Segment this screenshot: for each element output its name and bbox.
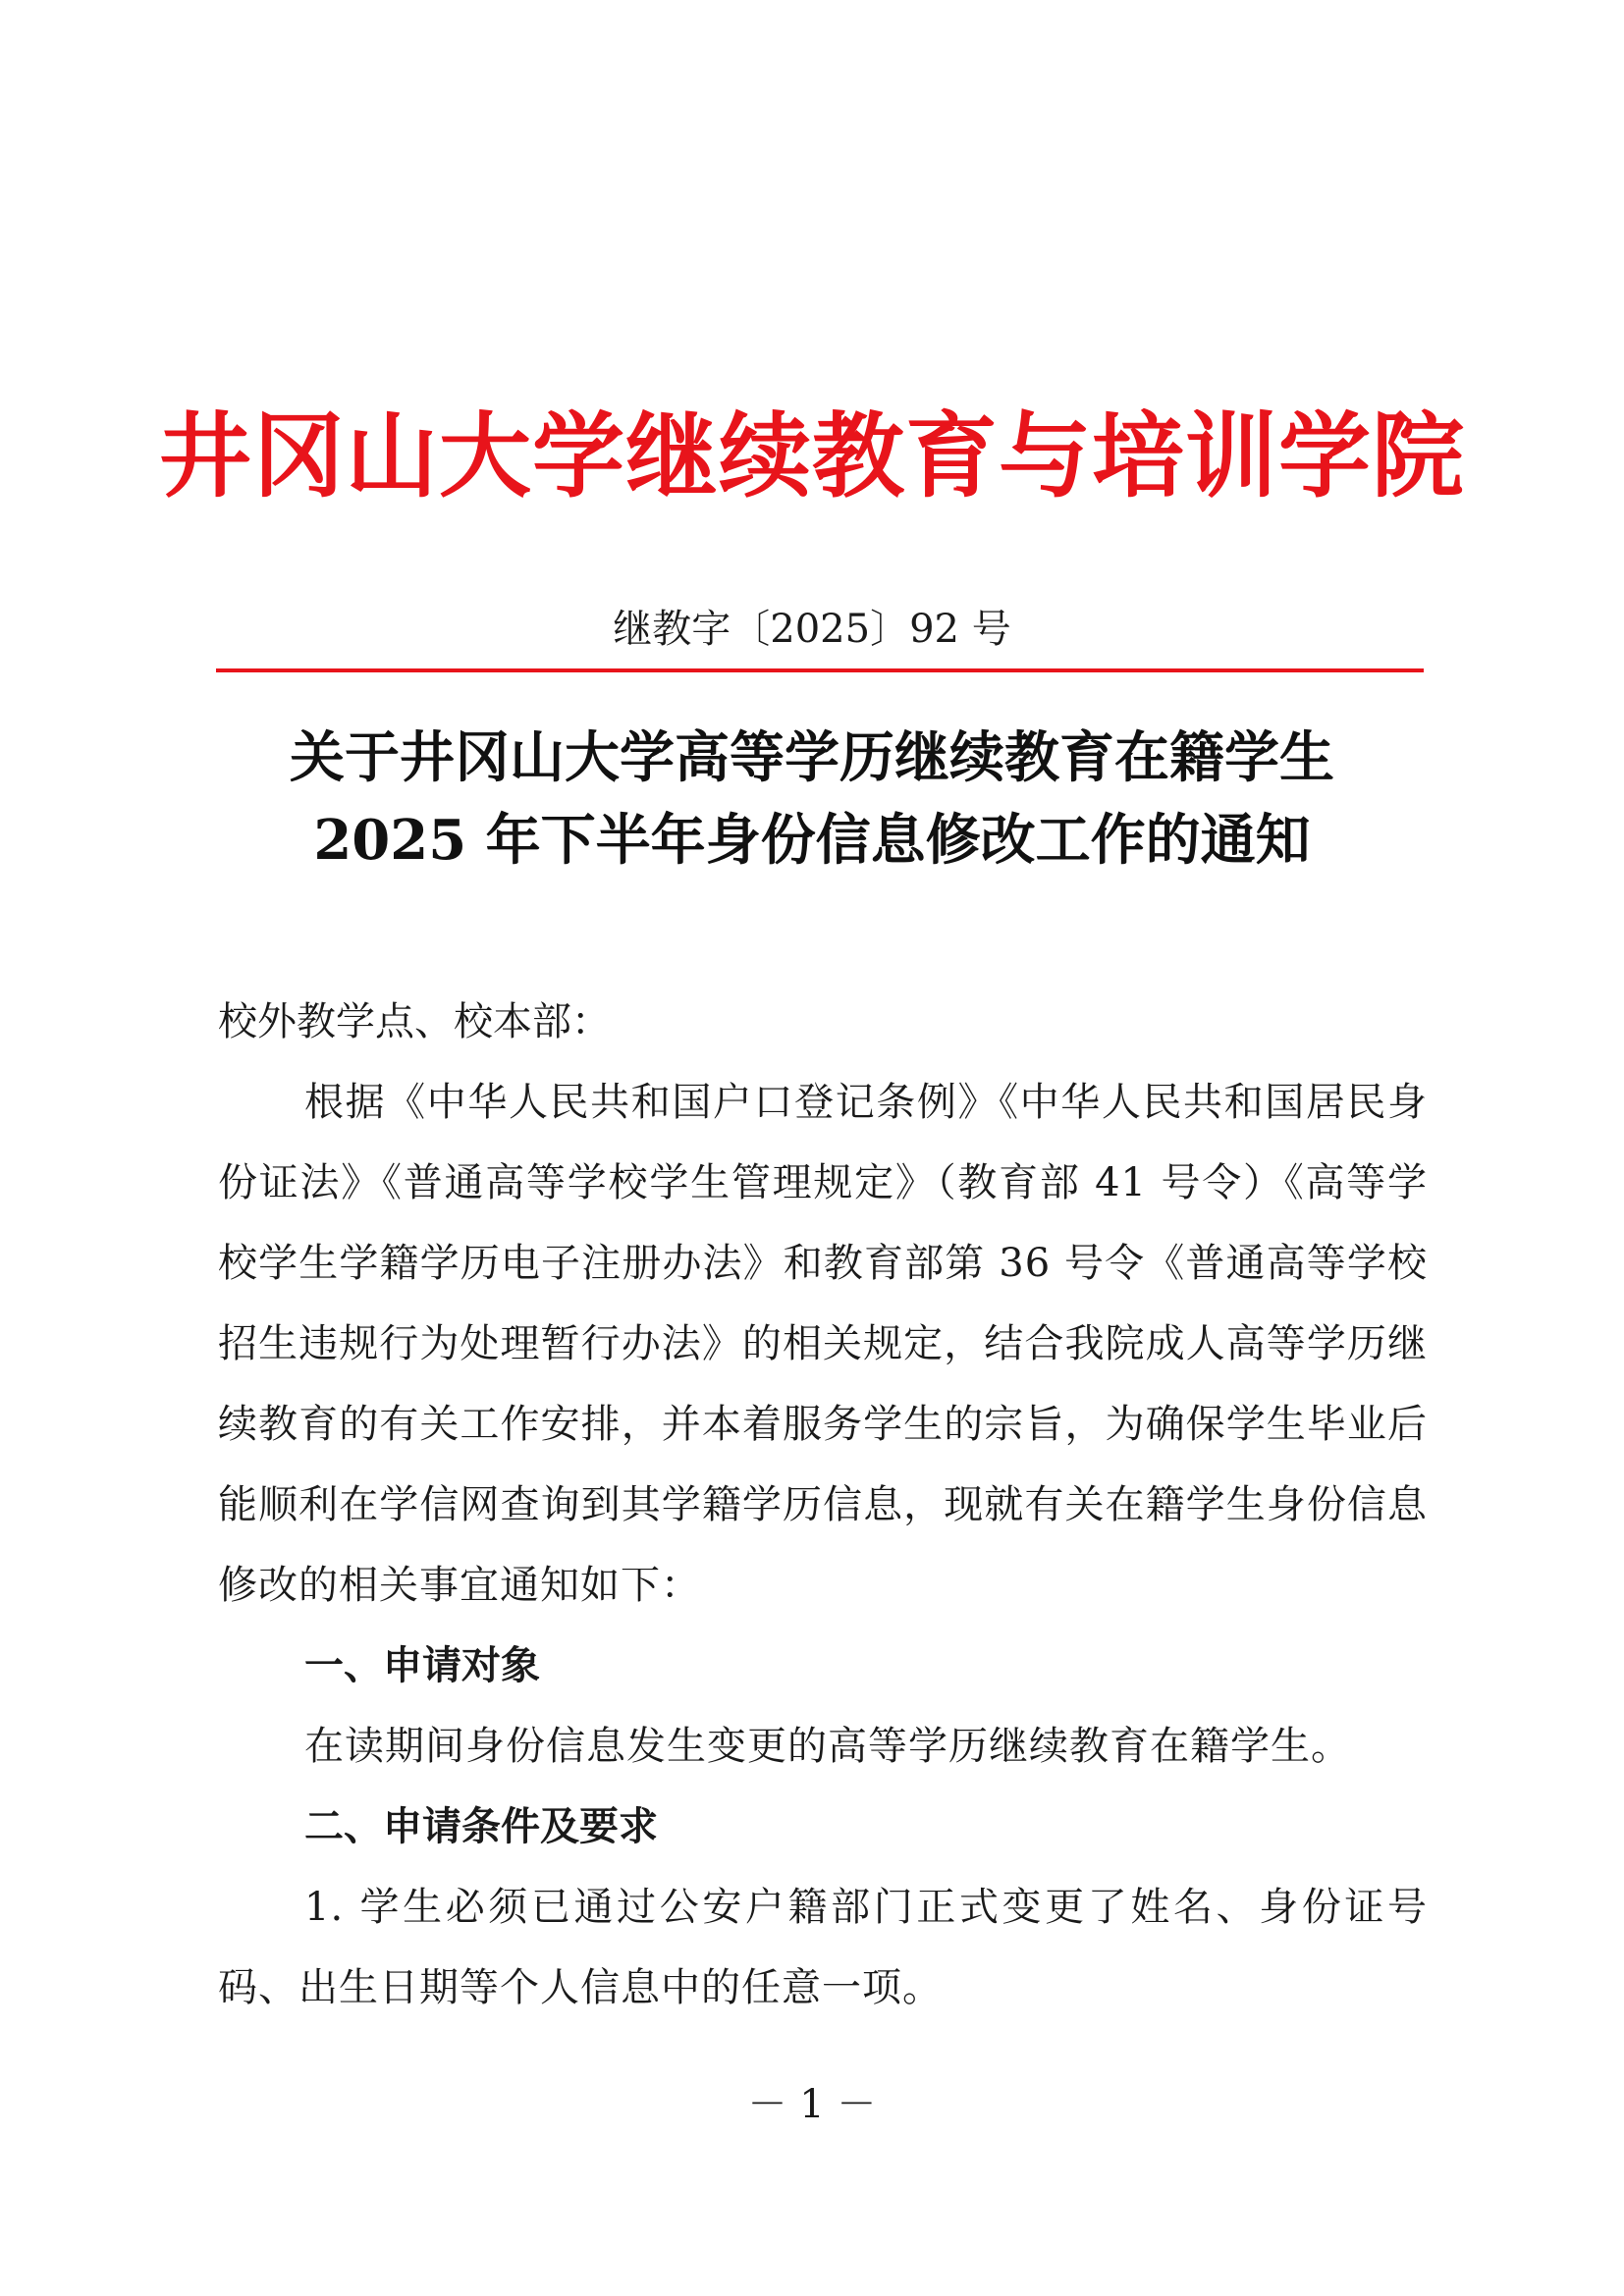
document-number: 继教字〔2025〕92 号 — [613, 607, 1011, 652]
title-line-1: 关于井冈山大学高等学历继续教育在籍学生 — [290, 725, 1334, 790]
page-number: － 1 － — [747, 2082, 877, 2127]
issuing-organization-header: 井冈山大学继续教育与培训学院 — [158, 402, 1465, 510]
red-divider-line — [216, 668, 1424, 672]
section-2-heading: 二、申请条件及要求 — [304, 1804, 658, 1849]
section-1-text: 在读期间身份信息发生变更的高等学历继续教育在籍学生。 — [304, 1724, 1351, 1769]
salutation: 校外教学点、校本部： — [218, 999, 611, 1044]
section-1-heading: 一、申请对象 — [304, 1643, 540, 1688]
section-2-item-1: 1. 学生必须已通过公安户籍部门正式变更了姓名、身份证号码、出生日期等个人信息中的任意一项。 — [218, 1885, 1428, 2010]
intro-paragraph: 根据《中华人民共和国户口登记条例》《中华人民共和国居民身份证法》《普通高等学校学生管理规定》（教育部 41 号令）《高等学校学生学籍学历电子注册办法》和教育部第 36 号令《普通高等学校招生违规行为处理暂行办法》的相关规定，结合我院成人高等学历继续教育的有关工作安排，并本着服务学生的宗旨，为确保学生毕业后能顺利在学信网查询到其学籍学历信息，现就有关在籍学生身份信息修改的相关事宜通知如下： — [218, 1080, 1428, 1608]
title-line-2: 2025 年下半年身份信息修改工作的通知 — [313, 808, 1311, 873]
document-body — [218, 982, 1428, 2028]
document-title — [0, 717, 1624, 881]
